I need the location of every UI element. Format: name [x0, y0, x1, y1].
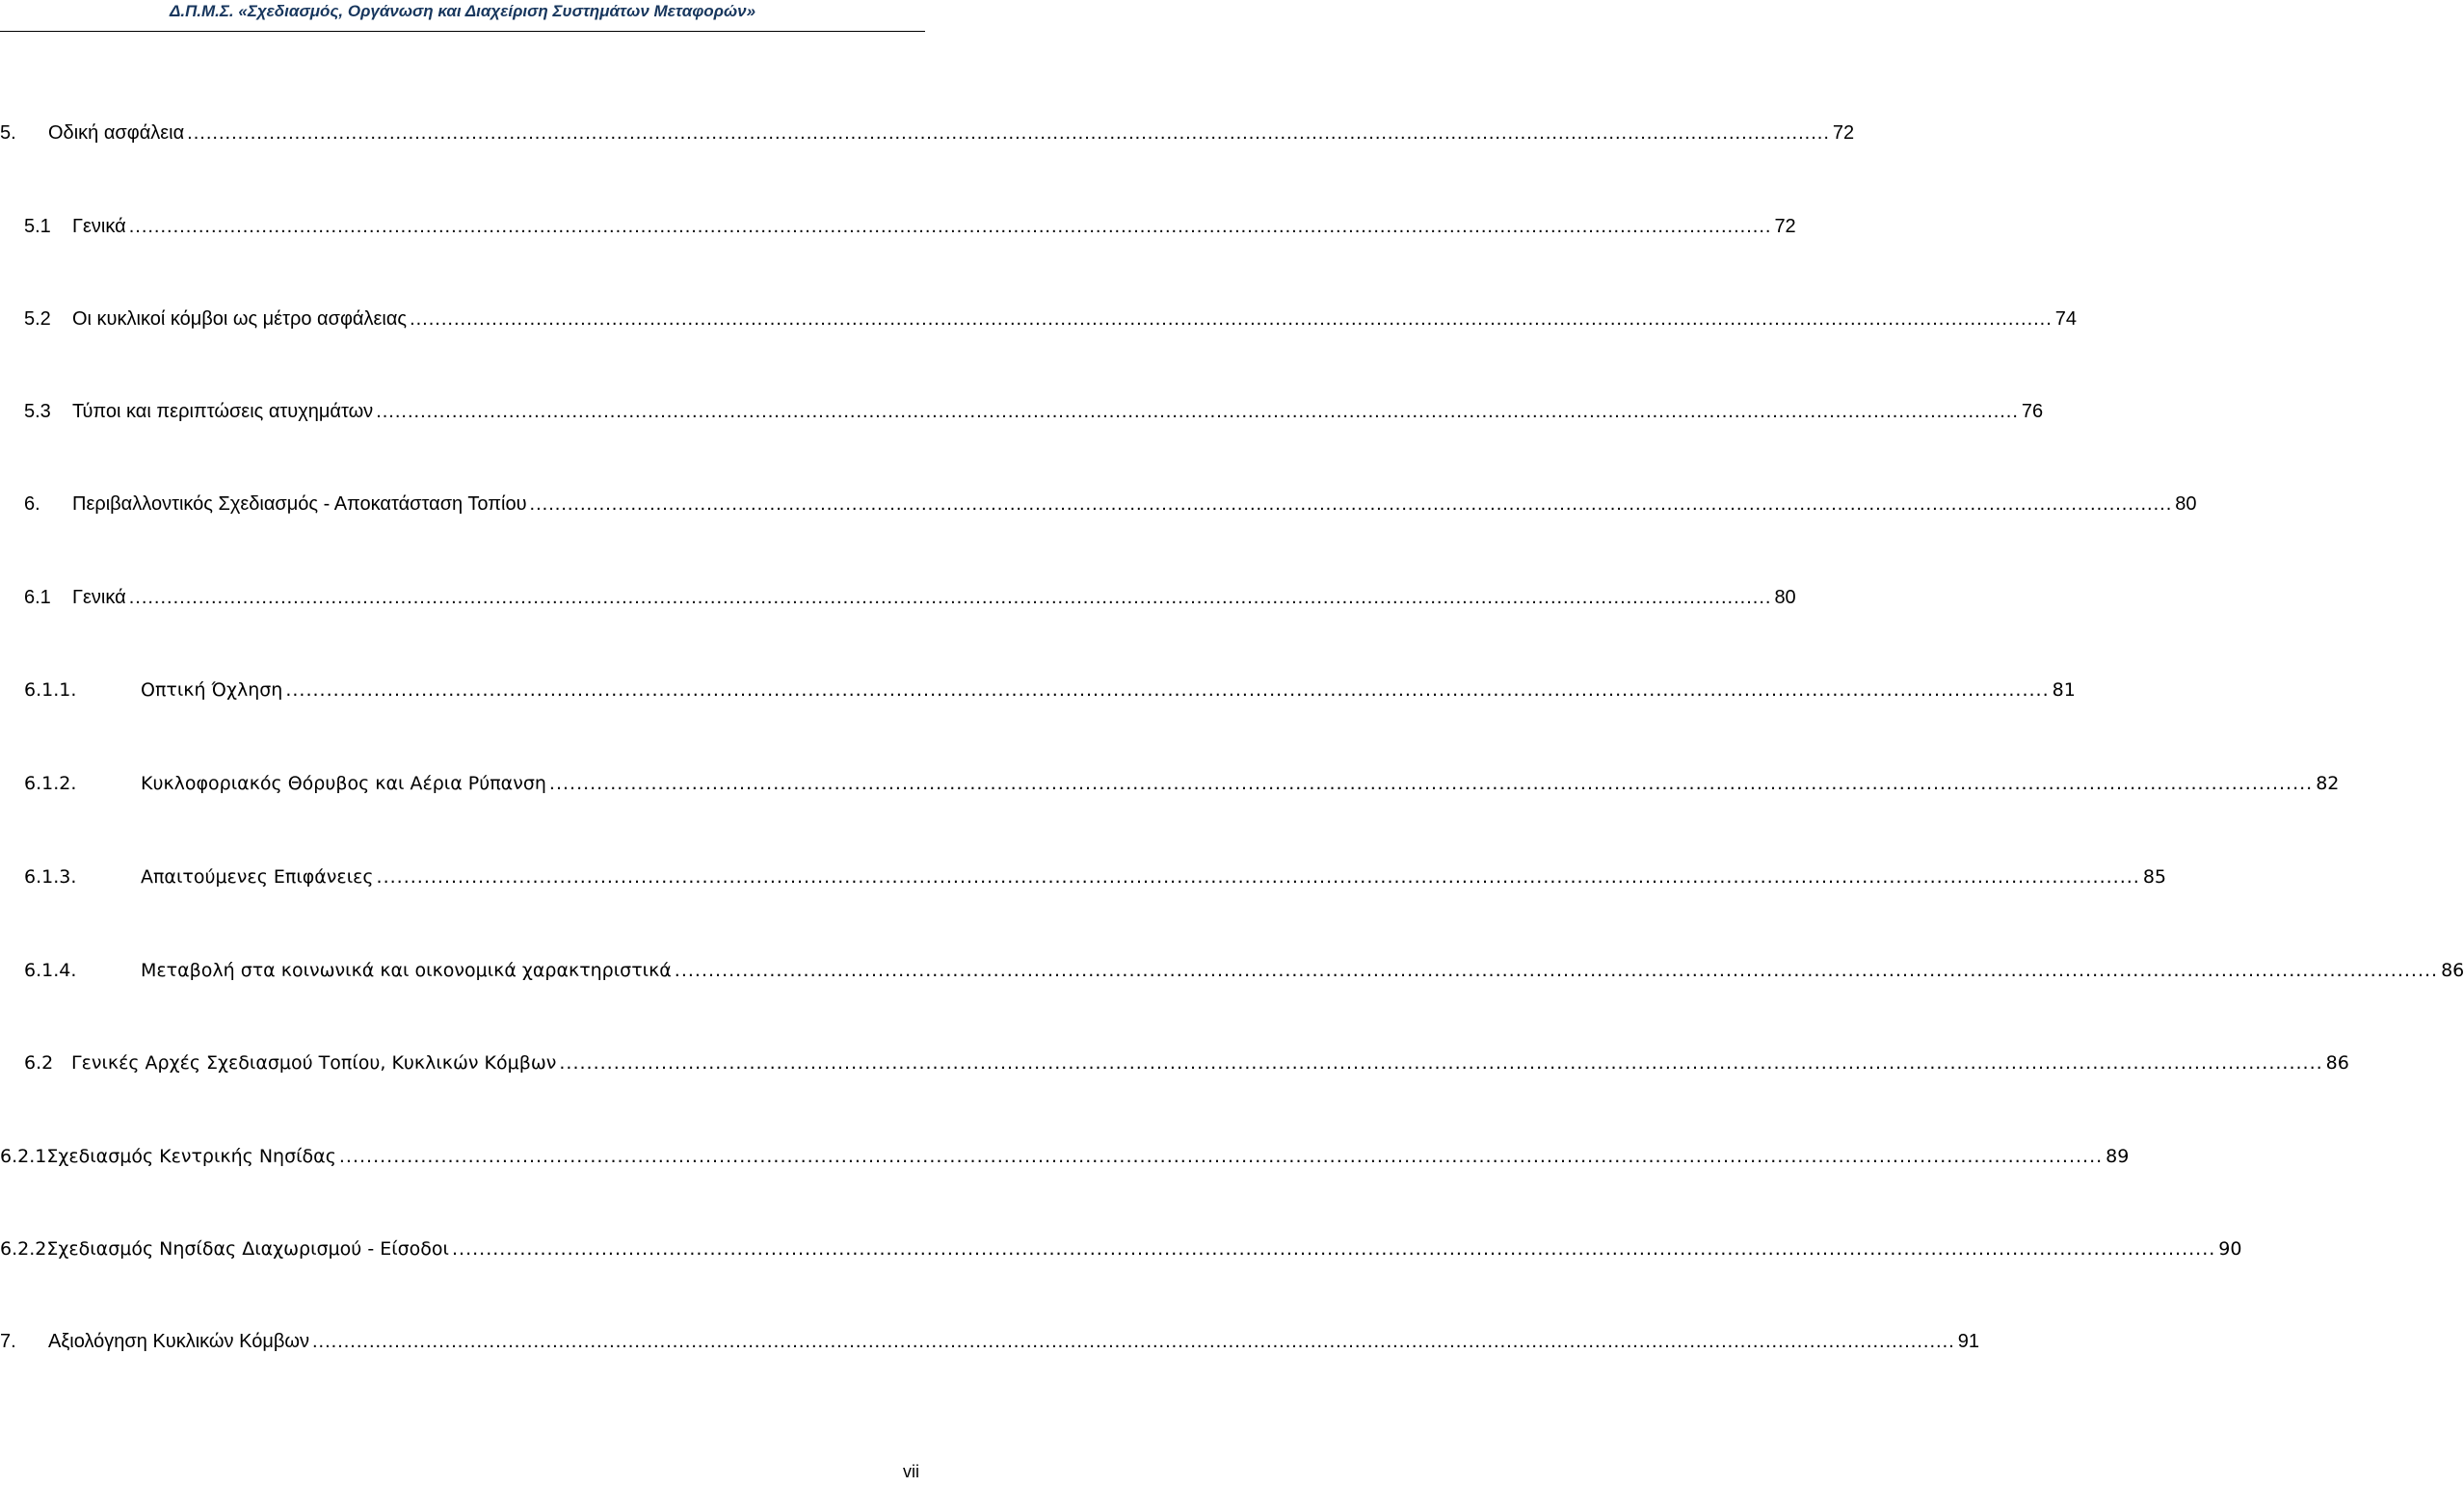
toc-dot-leader — [187, 119, 1830, 147]
toc-entry-title: Περιβαλλοντικός Σχεδιασμός - Αποκατάσταση Τοπίου — [72, 493, 527, 515]
toc-entry-title: Σχεδιασμός Κεντρικής Νησίδας — [46, 1146, 336, 1167]
toc-entry-page: 80 — [1774, 587, 1796, 608]
toc-entry-title: Γενικά — [72, 216, 126, 237]
toc-entry-number: 6.1.4. — [24, 960, 77, 981]
toc-entry-number: 5.2 — [24, 308, 51, 330]
toc-entry[interactable] — [0, 676, 2076, 704]
toc-entry-page: 90 — [2218, 1238, 2242, 1260]
toc-entry[interactable] — [0, 1049, 2349, 1077]
toc-entry-page: 89 — [2106, 1146, 2130, 1167]
toc-entry[interactable] — [0, 769, 2340, 798]
toc-entry[interactable] — [0, 956, 2464, 985]
toc-entry-page: 91 — [1957, 1331, 1979, 1352]
toc-entry-number: 5.3 — [24, 401, 51, 422]
toc-entry-page: 72 — [1774, 216, 1796, 237]
toc-entry-title: Κυκλοφοριακός Θόρυβος και Αέρια Ρύπανση — [141, 773, 546, 794]
toc-dot-leader — [549, 769, 2313, 798]
toc-entry-number: 6.2 — [24, 1052, 54, 1074]
toc-entry-page: 81 — [2052, 679, 2076, 701]
toc-entry-page: 76 — [2021, 401, 2044, 422]
toc-entry-number: 6.2.2 — [0, 1238, 47, 1260]
toc-dot-leader — [452, 1235, 2215, 1263]
toc-entry-title: Τύποι και περιπτώσεις ατυχημάτων — [72, 401, 374, 422]
toc-entry-title: Μεταβολή στα κοινωνικά και οικονομικά χαρακτηριστικά — [141, 960, 672, 981]
toc-entry-page: 86 — [2325, 1052, 2349, 1074]
toc-dot-leader — [376, 397, 2019, 426]
toc-entry-page: 82 — [2316, 773, 2340, 794]
toc-entry-title: Σχεδιασμός Νησίδας Διαχωρισμού - Είσοδοι — [46, 1238, 449, 1260]
toc-entry-title: Γενικά — [72, 587, 126, 608]
toc-entry-number: 6.1.3. — [24, 866, 77, 888]
toc-dot-leader — [312, 1327, 1955, 1356]
page-number: vii — [903, 1462, 919, 1481]
toc-dot-leader — [675, 956, 2438, 985]
toc-entry-title: Οι κυκλικοί κόμβοι ως μέτρο ασφάλειας — [72, 308, 408, 330]
toc-entry[interactable] — [0, 305, 2078, 333]
toc-entry-title: Αξιολόγηση Κυκλικών Κόμβων — [48, 1331, 309, 1352]
toc-dot-leader — [410, 305, 2053, 333]
toc-entry[interactable] — [0, 1142, 2130, 1171]
toc-entry[interactable] — [0, 1235, 2242, 1263]
toc-entry-page: 72 — [1832, 122, 1855, 144]
toc-entry-number: 7. — [0, 1331, 16, 1352]
toc-entry-number: 6.1 — [24, 587, 51, 608]
toc-entry-title: Γενικές Αρχές Σχεδιασμού Τοπίου, Κυκλικών Κόμβων — [71, 1052, 557, 1074]
toc-dot-leader — [339, 1142, 2103, 1171]
toc-entry[interactable] — [0, 490, 2197, 518]
toc-entry[interactable] — [0, 1327, 1979, 1356]
toc-entry-number: 5. — [0, 122, 16, 144]
toc-entry[interactable] — [0, 397, 2044, 426]
header-divider — [0, 31, 925, 32]
toc-entry-number: 6.1.2. — [24, 773, 77, 794]
toc-entry-title: Οδική ασφάλεια — [48, 122, 185, 144]
toc-entry-number: 6.1.1. — [24, 679, 77, 701]
toc-entry-page: 86 — [2441, 960, 2464, 981]
toc-dot-leader — [285, 676, 2049, 704]
toc-entry[interactable] — [0, 212, 1796, 241]
toc-entry-number: 6. — [24, 493, 40, 515]
toc-entry-page: 85 — [2142, 866, 2167, 888]
toc-entry-page: 80 — [2175, 493, 2197, 515]
toc-entry-number: 6.2.1 — [0, 1146, 47, 1167]
toc-dot-leader — [559, 1049, 2322, 1077]
toc-dot-leader — [129, 583, 1772, 612]
running-header: Δ.Π.Μ.Σ. «Σχεδιασμός, Οργάνωση και Διαχείριση Συστημάτων Μεταφορών» — [169, 2, 756, 20]
toc-dot-leader — [129, 212, 1772, 241]
toc-entry[interactable] — [0, 583, 1796, 612]
toc-entry[interactable] — [0, 863, 2167, 891]
toc-dot-leader — [377, 863, 2140, 891]
toc-entry-title: Οπτική Όχληση — [141, 679, 283, 701]
toc-entry[interactable] — [0, 119, 1855, 147]
toc-entry-page: 74 — [2054, 308, 2078, 330]
toc-entry-number: 5.1 — [24, 216, 51, 237]
toc-dot-leader — [530, 490, 2173, 518]
toc-entry-title: Απαιτούμενες Επιφάνειες — [141, 866, 374, 888]
